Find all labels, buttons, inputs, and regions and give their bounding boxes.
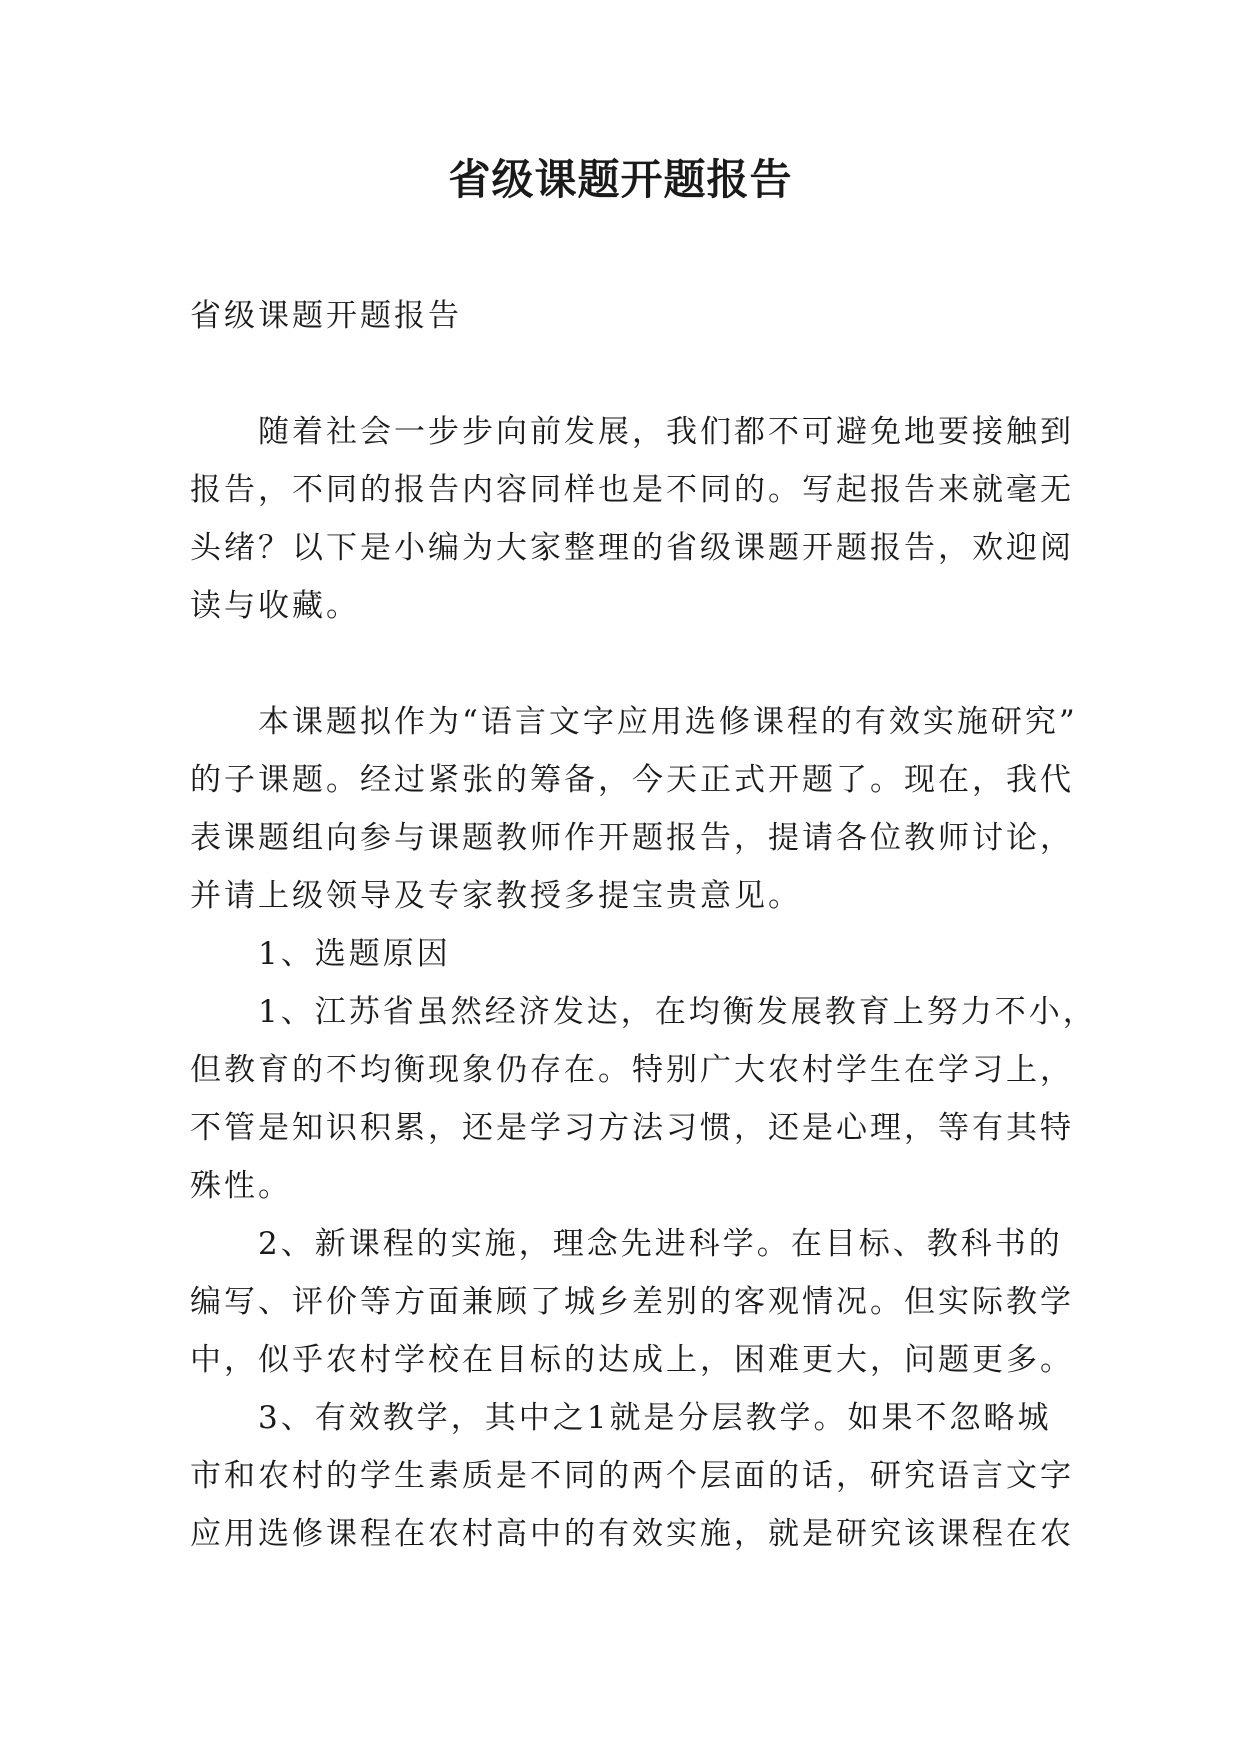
paragraph-line: 并请上级领导及专家教授多提宝贵意见。 bbox=[190, 878, 802, 914]
document-title: 省级课题开题报告 bbox=[448, 155, 793, 204]
document-subtitle: 省级课题开题报告 bbox=[190, 298, 462, 334]
blank-line bbox=[190, 635, 1070, 693]
paragraph-line: 编写、评价等方面兼顾了城乡差别的客观情况。但实际教学 bbox=[190, 1284, 1074, 1320]
section-heading: 1、选题原因 bbox=[258, 936, 451, 972]
paragraph-line: 报告，不同的报告内容同样也是不同的。写起报告来就毫无 bbox=[190, 472, 1074, 508]
paragraph-line: 不管是知识积累，还是学习方法习惯，还是心理，等有其特 bbox=[190, 1110, 1074, 1146]
paragraph-line: 市和农村的学生素质是不同的两个层面的话，研究语言文字 bbox=[190, 1458, 1074, 1494]
paragraph-line: 1、江苏省虽然经济发达，在均衡发展教育上努力不小， bbox=[258, 994, 1097, 1030]
paragraph-line: 应用选修课程在农村高中的有效实施，就是研究该课程在农 bbox=[190, 1516, 1074, 1552]
paragraph-line: 但教育的不均衡现象仍存在。特别广大农村学生在学习上， bbox=[190, 1052, 1074, 1088]
paragraph-line: 2、新课程的实施，理念先进科学。在目标、教科书的 bbox=[258, 1226, 1063, 1262]
paragraph-line: 随着社会一步步向前发展，我们都不可避免地要接触到 bbox=[258, 414, 1074, 450]
paragraph-line: 的子课题。经过紧张的筹备，今天正式开题了。现在，我代 bbox=[190, 762, 1074, 798]
paragraph-line: 本课题拟作为“语言文字应用选修课程的有效实施研究” bbox=[258, 704, 1078, 740]
paragraph-line: 中，似乎农村学校在目标的达成上，困难更大，问题更多。 bbox=[190, 1342, 1074, 1378]
document-body bbox=[190, 287, 1097, 1563]
paragraph-line: 头绪？以下是小编为大家整理的省级课题开题报告，欢迎阅 bbox=[190, 530, 1074, 566]
blank-line bbox=[190, 345, 1070, 403]
paragraph-line: 表课题组向参与课题教师作开题报告，提请各位教师讨论， bbox=[190, 820, 1074, 856]
paragraph-line: 3、有效教学，其中之1就是分层教学。如果不忽略城 bbox=[258, 1400, 1052, 1436]
paragraph-line: 殊性。 bbox=[190, 1168, 292, 1204]
paragraph-line: 读与收藏。 bbox=[190, 588, 360, 624]
